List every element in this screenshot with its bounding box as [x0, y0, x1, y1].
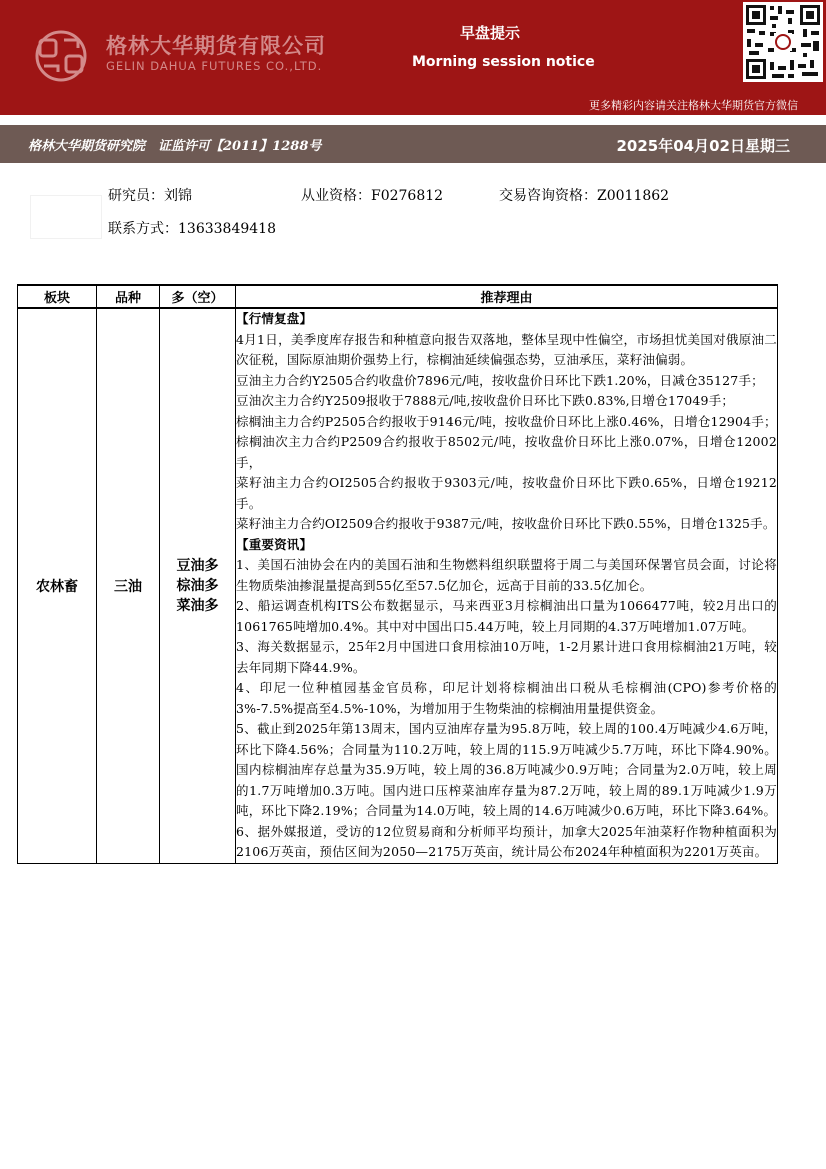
news-paragraph: 2、船运调查机构ITS公布数据显示，马来西亚3月棕榈油出口量为1066477吨，较2月出口的1061765吨增加0.4%。其中对中国出口5.44万吨，较上月同期的4.37万吨增加1.07万吨。 — [236, 598, 777, 634]
header-sector: 板块 — [18, 285, 97, 308]
market-paragraph: 豆油主力合约Y2505合约收盘价7896元/吨，按收盘价日环比下跌1.20%，日减仓35127手； — [236, 372, 764, 388]
news-paragraph: 4、印尼一位种植园基金官员称，印尼计划将棕榈油出口税从毛棕榈油(CPO)参考价格的3%-7.5%提高至4.5%-10%，为增加用于生物柴油的棕榈油用量提供资金。 — [236, 680, 777, 716]
consult-qualification — [499, 185, 669, 205]
contact — [108, 218, 276, 238]
company-name-cn: 格林大华期货有限公司 — [106, 34, 326, 58]
sector-cell: 农林畜 — [18, 308, 97, 863]
wechat-qr-code-icon — [743, 2, 823, 82]
report-date: 2025年04月02日星期三 — [616, 137, 790, 155]
follow-wechat-text: 更多精彩内容请关注格林大华期货官方微信 — [589, 99, 798, 112]
section-title-key-news: 【重要资讯】 — [236, 536, 313, 552]
market-paragraph: 棕榈油次主力合约P2509合约报收于8502元/吨，按收盘价日环比上涨0.07%，日增仓12002手， — [236, 434, 777, 470]
analyst-photo-placeholder — [30, 195, 102, 239]
contact-phone: 13633849418 — [178, 221, 276, 237]
variety-cell: 三油 — [97, 308, 160, 863]
header-reason: 推荐理由 — [236, 285, 778, 308]
section-title-market-review: 【行情复盘】 — [236, 311, 313, 326]
market-paragraph: 菜籽油主力合约OI2509合约报收于9387元/吨，按收盘价日环比下跌0.55%，日增仓1325手。 — [236, 516, 776, 531]
direction-soybean-oil: 豆油多 — [176, 557, 219, 574]
news-paragraph: 6、据外媒报道，受访的12位贸易商和分析师平均预计，加拿大2025年油菜籽作物种植面积为2106万英亩，预估区间为2050—2175万英亩，统计局公布2024年种植面积为2201万英亩。 — [236, 823, 777, 859]
market-paragraph: 4月1日，美季度库存报告和种植意向报告双落地，整体呈现中性偏空，市场担忧美国对俄原油二次征税，国际原油期价强势上行，棕榈油延续偏强态势，豆油承压，菜籽油偏弱。 — [236, 331, 777, 367]
report-title-en: Morning session notice — [412, 54, 595, 70]
researcher — [108, 185, 192, 205]
table-row — [18, 308, 778, 863]
direction-palm-oil: 棕油多 — [176, 577, 219, 594]
contact-label: 联系方式： — [108, 221, 178, 237]
news-paragraph: 1、美国石油协会在内的美国石油和生物燃料组织联盟将于周二与美国环保署官员会面，讨论将生物质柴油掺混量提高到55亿至57.5亿加仑，远高于目前的33.5亿加仑。 — [236, 557, 777, 593]
market-paragraph: 豆油次主力合约Y2509报收于7888元/吨,按收盘价日环比下跌0.83%,日增仓17049手； — [236, 393, 735, 408]
header-variety: 品种 — [97, 285, 160, 308]
recommendation-table — [17, 284, 778, 864]
news-paragraph: 3、海关数据显示，25年2月中国进口食用棕油10万吨，1-2月累计进口食用棕榈油21万吨，较去年同期下降44.9%。 — [236, 639, 777, 675]
market-paragraph: 菜籽油主力合约OI2505合约报收于9303元/吨，按收盘价日环比下跌0.65%，日增仓19212手。 — [236, 475, 777, 511]
company-logo-icon — [30, 30, 92, 82]
researcher-label: 研究员： — [108, 188, 164, 204]
direction-rapeseed-oil: 菜油多 — [176, 597, 219, 614]
report-title-cn: 早盘提示 — [460, 24, 521, 42]
consult-label: 交易咨询资格： — [499, 188, 597, 204]
market-paragraph: 棕榈油主力合约P2505合约报收于9146元/吨，按收盘价日环比上涨0.46%，日增仓12904手； — [236, 413, 777, 429]
direction-cell — [160, 308, 236, 863]
institute-license: 格林大华期货研究院 证监许可【2011】1288号 — [28, 139, 322, 154]
reason-cell — [236, 308, 778, 863]
header-direction: 多（空） — [160, 285, 236, 308]
qualification — [301, 185, 443, 205]
qualification-number: F0276812 — [371, 188, 444, 204]
news-paragraph: 5、截止到2025年第13周末，国内豆油库存量为95.8万吨，较上周的100.4万吨减少4.6万吨，环比下降4.56%；合同量为110.2万吨，较上周的115.9万吨减少5.7万吨，环比下降4.90%。国内棕榈油库存总量为35.9万吨，较上周的36.8万吨减少0.9万吨；合同量为2.0万吨，较上周的1.7万吨增加0.3万吨。国内进口压榨菜油库存量为87.2万吨，较上周的89.1万吨减少1.9万吨，环比下降2.19%；合同量为14.0万吨，较上周的14.6万吨减少0.6万吨，环比下降3.64%。 — [236, 721, 777, 818]
consult-number: Z0011862 — [597, 188, 670, 204]
company-name-en: GELIN DAHUA FUTURES CO.,LTD. — [106, 59, 323, 73]
researcher-name: 刘锦 — [164, 188, 192, 204]
qualification-label: 从业资格： — [301, 188, 371, 204]
table-header-row — [18, 285, 778, 308]
